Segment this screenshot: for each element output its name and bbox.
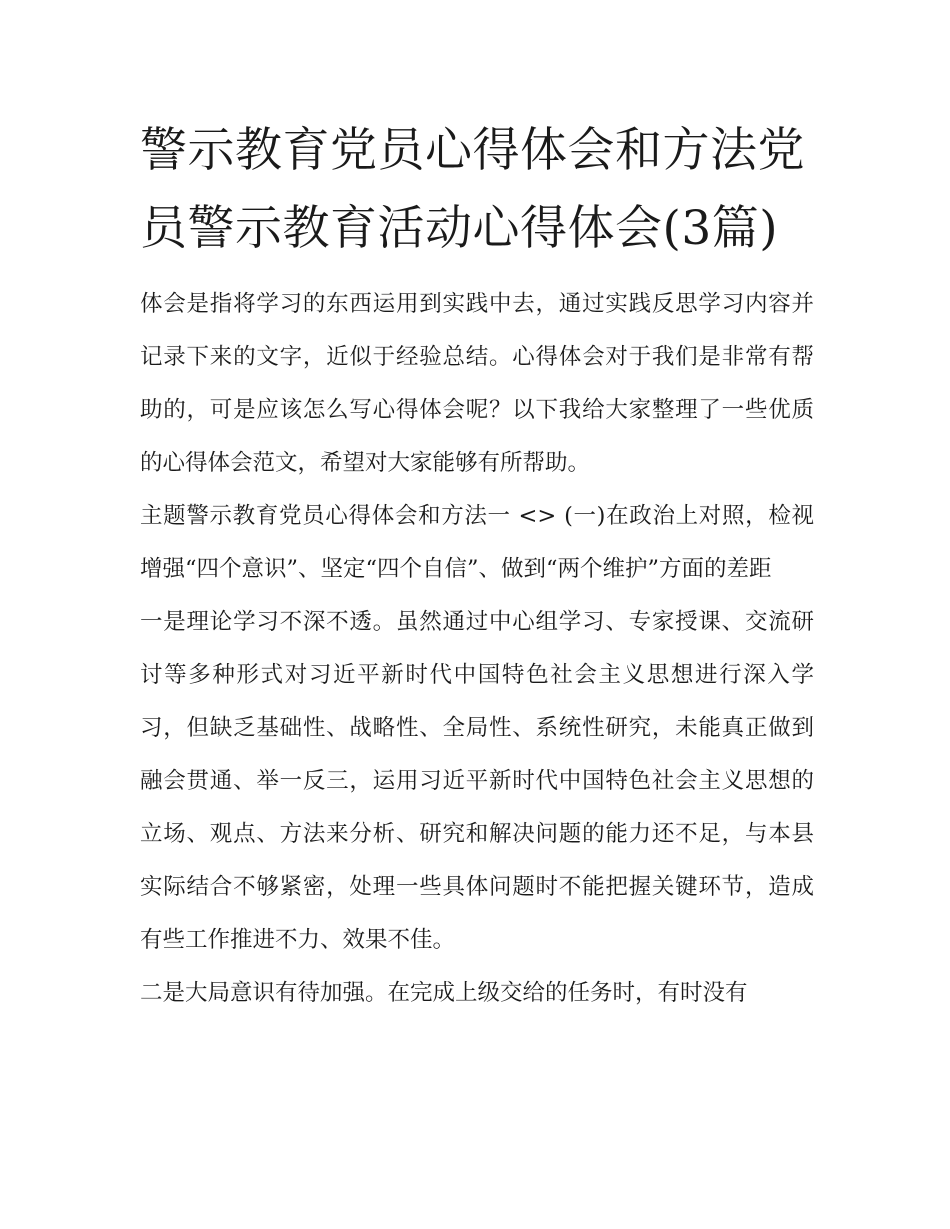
paragraph-intro: 体会是指将学习的东西运用到实践中去，通过实践反思学习内容并记录下来的文字，近似于经验总结。心得体会对于我们是非常有帮助的，可是应该怎么写心得体会呢？以下我给大家整理了一些优质的心得体会范文，希望对大家能够有所帮助。 bbox=[140, 291, 814, 476]
paragraph-point-one: 一是理论学习不深不透。虽然通过中心组学习、专家授课、交流研讨等多种形式对习近平新时代中国特色社会主义思想进行深入学习，但缺乏基础性、战略性、全局性、系统性研究，未能真正做到融会贯通、举一反三，运用习近平新时代中国特色社会主义思想的立场、观点、方法来分析、研究和解决问题的能力还不足，与本县实际结合不够紧密，处理一些具体问题时不能把握关键环节，造成有些工作推进不力、效果不佳。 bbox=[140, 609, 814, 953]
document-page bbox=[140, 112, 814, 1020]
paragraph-topic-heading: 主题警示教育党员心得体会和方法一 <> (一)在政治上对照，检视增强“四个意识”、坚定“四个自信”、做到“两个维护”方面的差距 bbox=[140, 503, 814, 582]
document-title: 警示教育党员心得体会和方法党员警示教育活动心得体会(3篇) bbox=[140, 123, 805, 256]
paragraph-point-two: 二是大局意识有待加强。在完成上级交给的任务时，有时没有 bbox=[140, 980, 748, 1006]
